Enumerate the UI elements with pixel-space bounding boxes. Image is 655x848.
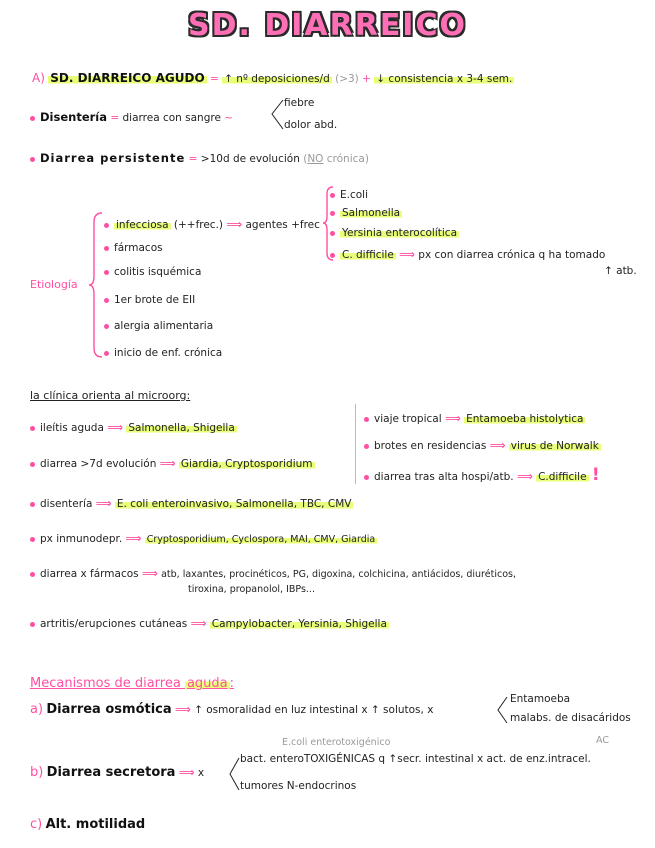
bullet-icon [104, 298, 109, 303]
cdiff-note-atb: ↑ atb. [604, 265, 637, 277]
etiologia-item: colitis isquémica [104, 266, 201, 278]
b-note-top: E.coli enterotoxigénico [282, 737, 391, 748]
etiologia-item: inicio de enf. crónica [104, 347, 222, 359]
clinica-heading: la clínica orienta al microorg: [30, 389, 191, 402]
arrow-right-icon: ⟹ [489, 439, 506, 452]
definition-consistencia: ↓ consistencia x 3-4 sem. [376, 73, 513, 85]
bullet-icon [330, 193, 335, 198]
etiologia-item: alergia alimentaria [104, 320, 213, 332]
arrow-right-icon: ⟹ [399, 248, 415, 261]
arrow-right-icon: ⟹ [95, 497, 112, 510]
divider [355, 404, 356, 484]
clinica-row: viaje tropical ⟹ Entamoeba histolytica [364, 412, 585, 425]
clinica-row: diarrea x fármacos ⟹ atb, laxantes, procinéticos, PG, digoxina, colchicina, antiácidos, diuréticos, [30, 567, 516, 580]
bullet-icon [30, 622, 35, 627]
etiologia-item: 1er brote de EII [104, 294, 195, 306]
bullet-icon [104, 223, 109, 228]
cause-item: Entamoeba [510, 693, 571, 705]
brace-icon [270, 99, 284, 131]
arrow-right-icon: ⟹ [516, 470, 533, 483]
brace-icon [88, 212, 104, 358]
disenteria-line [30, 110, 233, 124]
secretora-cause-1: bact. enteroTOXIGÉNICAS q ↑secr. intestinal x act. de enz.intracel. [240, 753, 591, 765]
etiologia-item-infecciosa: infecciosa (++frec.) ⟹ agentes +frec [104, 218, 320, 231]
eq-sign: = [210, 73, 219, 85]
arrow-right-icon: ⟹ [444, 412, 461, 425]
cause-item: malabs. de disacáridos [510, 712, 631, 724]
disenteria-item: fiebre [284, 97, 315, 109]
etiologia-label: Etiología [30, 278, 78, 291]
agentes-label: agentes +frec [245, 219, 320, 231]
bullet-icon [330, 231, 335, 236]
bullet-icon [30, 157, 35, 162]
clinica-row: diarrea tras alta hospi/atb. ⟹ C.difficile ! [364, 465, 600, 485]
bullet-icon [104, 246, 109, 251]
bullet-icon [30, 426, 35, 431]
persistente-term: Diarrea persistente [40, 151, 186, 165]
agent-item: Salmonella [330, 207, 402, 219]
arrow-right-icon: ⟹ [159, 457, 176, 470]
bullet-icon [30, 462, 35, 467]
section-a-label: A) [32, 71, 45, 85]
mecanismo-a: a) Diarrea osmótica ⟹ ↑ osmoralidad en luz intestinal x ↑ solutos, x [30, 702, 434, 717]
bullet-icon [30, 537, 35, 542]
mecanismo-c: c) Alt. motilidad [30, 817, 146, 832]
disenteria-term: Disentería [40, 110, 107, 124]
plus-sign: + [362, 73, 371, 85]
arrow-right-icon: ⟹ [107, 421, 124, 434]
arrow-right-icon: ⟹ [226, 218, 243, 231]
mecanismo-b-term: Diarrea secretora [46, 765, 176, 780]
mecanismo-b: b) Diarrea secretora ⟹ x [30, 765, 205, 780]
brace-icon [496, 696, 508, 724]
clinica-row: diarrea >7d evolución ⟹ Giardia, Cryptosporidium [30, 457, 315, 470]
persistente-line [30, 151, 369, 165]
mecanismo-c-term: Alt. motilidad [45, 817, 146, 832]
etiologia-item: fármacos [104, 242, 163, 254]
bullet-icon [30, 116, 35, 121]
agent-item: E.coli [330, 189, 368, 201]
farmacos-line2: tiroxina, propanolol, IBPs... [188, 584, 315, 595]
section-a-line [32, 71, 514, 85]
eq-sign: = [188, 153, 198, 165]
disenteria-def: diarrea con sangre [122, 112, 221, 124]
eq-sign: = [110, 112, 120, 124]
exclamation-icon: ! [591, 465, 600, 485]
mecanismo-a-term: Diarrea osmótica [46, 702, 172, 717]
agent-item-cdiff: C. difficile ⟹ px con diarrea crónica q ha tomado [330, 248, 605, 261]
arrow-right-icon: ⟹ [175, 703, 191, 716]
clinica-row: artritis/erupciones cutáneas ⟹ Campylobacter, Yersinia, Shigella [30, 617, 389, 630]
arrow-right-icon: ⟹ [190, 617, 207, 630]
bullet-icon [104, 270, 109, 275]
disenteria-item: dolor abd. [284, 119, 338, 131]
bullet-icon [364, 417, 369, 422]
bullet-icon [104, 351, 109, 356]
page-title: SD. DIARREICO [187, 8, 467, 43]
bullet-icon [330, 211, 335, 216]
cdiff-note: px con diarrea crónica q ha tomado [418, 249, 606, 261]
section-a-heading: SD. DIARREICO AGUDO [50, 71, 205, 85]
bullet-icon [30, 572, 35, 577]
definition-deposiciones: ↑ nº deposiciones/d [224, 73, 330, 85]
bullet-icon [104, 324, 109, 329]
persistente-note: (NO crónica) [303, 153, 369, 165]
infecciosa-freq: (++frec.) [173, 219, 224, 231]
arrow-right-icon: ⟹ [178, 766, 195, 779]
b-note-ac: AC [596, 735, 609, 746]
agent-item: Yersinia enterocolítica [330, 227, 459, 239]
arrow-right-icon: ⟹ [141, 567, 158, 580]
secretora-cause-2: tumores N-endocrinos [240, 780, 357, 792]
definition-gt3: (>3) [335, 73, 359, 85]
bullet-icon [364, 475, 369, 480]
bullet-icon [330, 253, 335, 258]
clinica-row: brotes en residencias ⟹ virus de Norwalk [364, 439, 601, 452]
bullet-icon [30, 502, 35, 507]
tilde-sign: ~ [224, 112, 234, 124]
clinica-row: disentería ⟹ E. coli enteroinvasivo, Salmonella, TBC, CMV [30, 497, 353, 510]
persistente-def: >10d de evolución [200, 153, 300, 165]
brace-icon [228, 757, 240, 791]
clinica-row: ileítis aguda ⟹ Salmonella, Shigella [30, 421, 237, 434]
arrow-right-icon: ⟹ [125, 532, 142, 545]
bullet-icon [364, 444, 369, 449]
clinica-row: px inmunodepr. ⟹ Cryptosporidium, Cyclospora, MAI, CMV, Giardia [30, 532, 377, 545]
mecanismos-heading: Mecanismos de diarrea aguda : [30, 676, 235, 691]
